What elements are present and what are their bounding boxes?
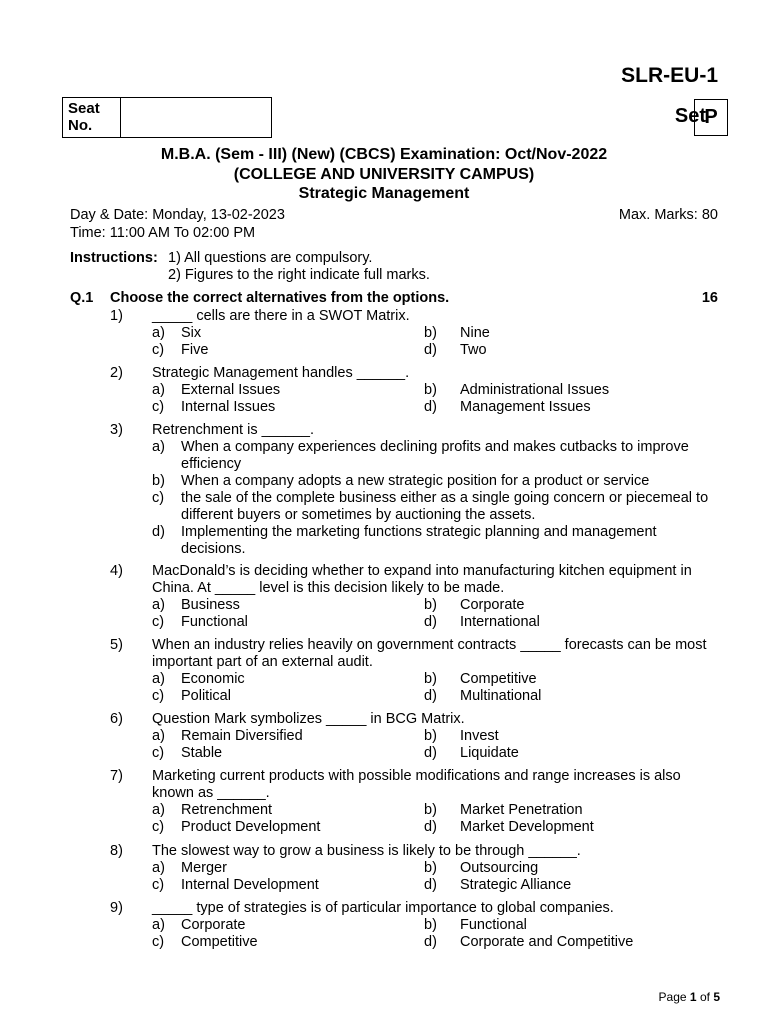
seat-number-field (121, 98, 271, 137)
option-letter: a) (152, 382, 165, 398)
instruction-2: 2) Figures to the right indicate full marks. (168, 267, 430, 283)
option-letter: c) (152, 399, 165, 415)
option-text: Implementing the marketing functions strategic planning and management decisions. (181, 524, 657, 557)
option-letter: b) (152, 473, 165, 489)
option-letter: d) (152, 524, 165, 540)
question-number: 9) (110, 900, 123, 916)
option-letter: c) (152, 342, 165, 358)
page-total: 5 (713, 990, 720, 1004)
option-letter: d) (424, 399, 437, 415)
page-word: Page (658, 990, 687, 1004)
seat-number-box (62, 97, 272, 138)
option-letter: b) (424, 597, 437, 613)
option-text: Six (181, 325, 202, 341)
option-text: Remain Diversified (181, 728, 303, 744)
option-letter: a) (152, 325, 165, 341)
option-letter: a) (152, 597, 165, 613)
option-text: Product Development (181, 819, 321, 835)
option-letter: d) (424, 688, 437, 704)
option-text: Competitive (181, 934, 258, 950)
option-text: Competitive (460, 671, 537, 687)
option-letter: c) (152, 490, 165, 506)
option-text: Internal Development (181, 877, 319, 893)
option-text: Market Development (460, 819, 594, 835)
option-text: Internal Issues (181, 399, 276, 415)
campus-title: (COLLEGE AND UNIVERSITY CAMPUS) (233, 166, 535, 183)
option-text: the sale of the complete business either as a single going concern or piecemeal to different buyers or sometimes by auctioning the assets. (181, 490, 709, 523)
option-text: Five (181, 342, 209, 358)
option-text: Corporate and Competitive (460, 934, 634, 950)
option-text: Administrational Issues (460, 382, 610, 398)
option-text: Merger (181, 860, 227, 876)
question-number: 2) (110, 365, 123, 381)
option-letter: b) (424, 382, 437, 398)
option-text: Market Penetration (460, 802, 583, 818)
seat-label: Seat No. (63, 98, 121, 137)
option-text: Political (181, 688, 231, 704)
exam-date: Day & Date: Monday, 13-02-2023 (70, 207, 285, 223)
of-word: of (699, 990, 710, 1004)
option-letter: b) (424, 860, 437, 876)
option-letter: a) (152, 917, 165, 933)
option-letter: c) (152, 614, 165, 630)
option-text: Corporate (181, 917, 246, 933)
question-number: 5) (110, 637, 123, 653)
max-marks: Max. Marks: 80 (618, 207, 718, 223)
option-text: Management Issues (460, 399, 591, 415)
option-letter: b) (424, 671, 437, 687)
option-letter: b) (424, 917, 437, 933)
option-text: Functional (460, 917, 527, 933)
option-text: Corporate (460, 597, 525, 613)
option-letter: c) (152, 819, 165, 835)
option-text: Liquidate (460, 745, 519, 761)
instruction-1: 1) All questions are compulsory. (168, 250, 373, 266)
option-letter: a) (152, 802, 165, 818)
option-letter: d) (424, 819, 437, 835)
question-number: 7) (110, 768, 123, 784)
option-text: Retrenchment (181, 802, 273, 818)
question-text: Strategic Management handles ______. (152, 365, 410, 381)
question-number-q1: Q.1 (70, 290, 94, 306)
option-letter: c) (152, 877, 165, 893)
option-letter: a) (152, 671, 165, 687)
option-text: Two (460, 342, 487, 358)
option-letter: d) (424, 614, 437, 630)
option-text: Multinational (460, 688, 542, 704)
q1-marks: 16 (701, 290, 718, 306)
question-text: _____ cells are there in a SWOT Matrix. (152, 308, 410, 324)
option-letter: a) (152, 728, 165, 744)
option-text: Economic (181, 671, 245, 687)
option-letter: c) (152, 688, 165, 704)
option-text: Invest (460, 728, 499, 744)
page-number: 1 (689, 990, 697, 1004)
paper-code: SLR-EU-1 (621, 64, 718, 87)
option-text: Strategic Alliance (460, 877, 572, 893)
option-text: Stable (181, 745, 223, 761)
option-text: Business (181, 597, 240, 613)
subject-title: Strategic Management (298, 185, 470, 202)
option-letter: d) (424, 745, 437, 761)
question-text: _____ type of strategies is of particular importance to global companies. (152, 900, 614, 916)
option-letter: a) (152, 439, 165, 455)
instructions-label: Instructions: (70, 250, 158, 266)
option-letter: b) (424, 802, 437, 818)
page-footer (659, 990, 720, 1004)
option-letter: c) (152, 745, 165, 761)
question-text: MacDonald’s is deciding whether to expand into manufacturing kitchen equipment in China. At _____ level is this decision likely to be made. (152, 563, 692, 596)
option-letter: a) (152, 860, 165, 876)
question-text: The slowest way to grow a business is likely to be through ______. (152, 843, 581, 859)
question-number: 6) (110, 711, 123, 727)
question-text: Marketing current products with possible modifications and range increases is also known as ______. (152, 768, 681, 801)
exam-title: M.B.A. (Sem - III) (New) (CBCS) Examination: Oct/Nov-2022 (160, 146, 608, 163)
option-letter: d) (424, 342, 437, 358)
question-text: When an industry relies heavily on government contracts _____ forecasts can be most important part of an external audit. (152, 637, 707, 670)
option-text: When a company experiences declining profits and makes cutbacks to improve efficiency (181, 439, 689, 472)
exam-time: Time: 11:00 AM To 02:00 PM (70, 225, 256, 241)
set-value-box: P (694, 99, 728, 136)
option-letter: d) (424, 934, 437, 950)
option-letter: d) (424, 877, 437, 893)
option-text: Functional (181, 614, 248, 630)
option-letter: c) (152, 934, 165, 950)
question-text: Question Mark symbolizes _____ in BCG Matrix. (152, 711, 465, 727)
option-text: External Issues (181, 382, 281, 398)
option-text: International (460, 614, 540, 630)
question-number: 3) (110, 422, 123, 438)
question-text: Retrenchment is ______. (152, 422, 315, 438)
option-letter: b) (424, 728, 437, 744)
question-number: 1) (110, 308, 123, 324)
q1-heading: Choose the correct alternatives from the options. (110, 290, 450, 306)
question-number: 8) (110, 843, 123, 859)
option-letter: b) (424, 325, 437, 341)
question-number: 4) (110, 563, 123, 579)
option-text: Outsourcing (460, 860, 539, 876)
option-text: Nine (460, 325, 490, 341)
set-label: Set (674, 105, 706, 127)
option-text: When a company adopts a new strategic position for a product or service (181, 473, 650, 489)
